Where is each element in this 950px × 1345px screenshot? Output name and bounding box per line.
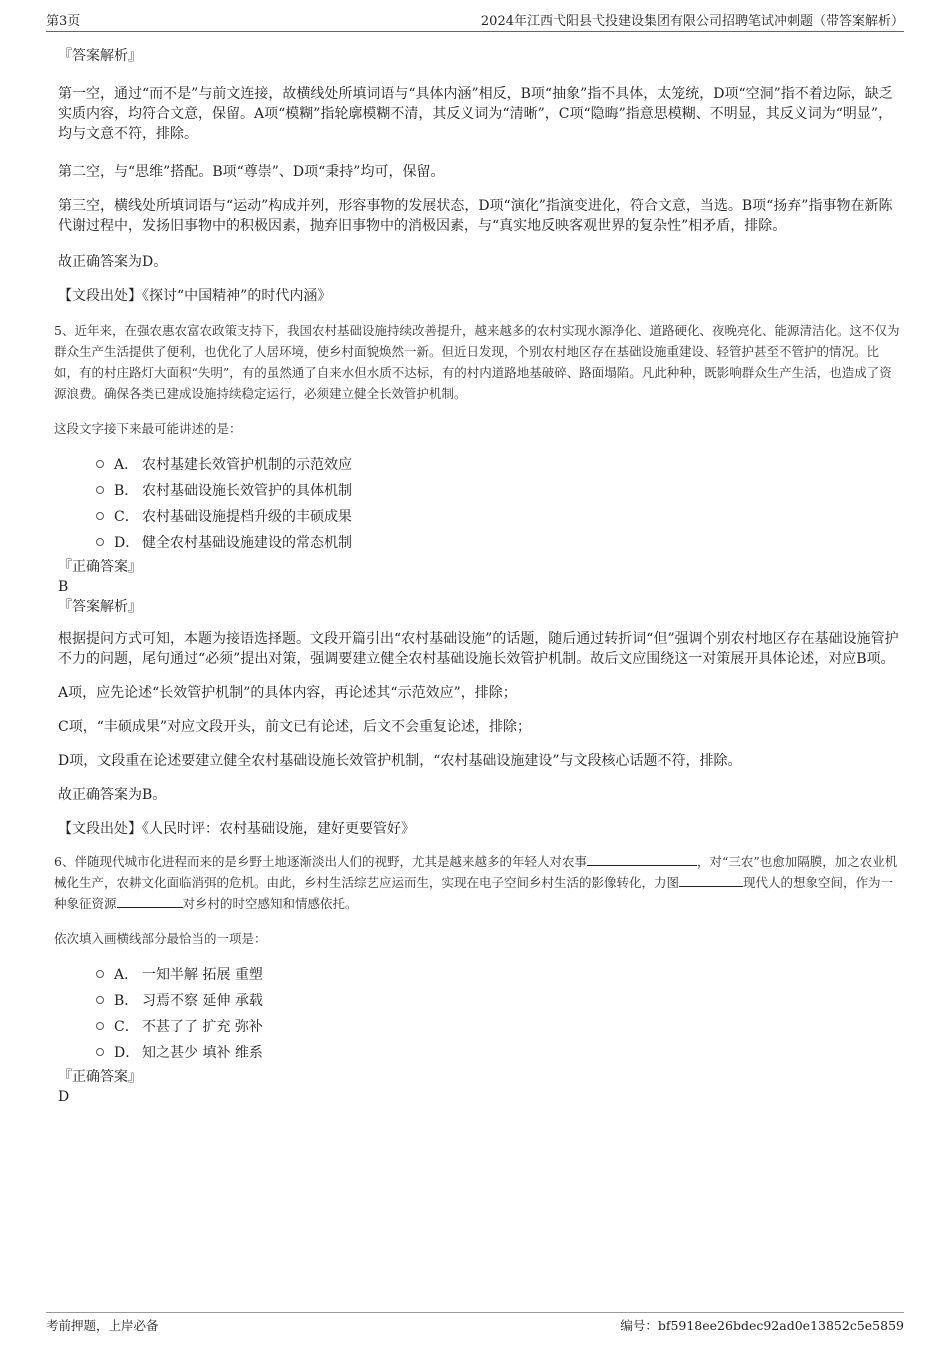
radio-icon[interactable] [96, 970, 104, 978]
conclusion: 故正确答案为B。 [58, 787, 167, 803]
analysis-paragraph: 根据提问方式可知，本题为接语选择题。文段开篇引出“农村基础设施”的话题，随后通过转折词“但”强调个别农村地区存在基础设施管护不力的问题，尾句通过“必须”提出对策，强调要建立健全农村基础设施长效管护机制。故后文应围绕这一对策展开具体论述，对应B项。 [58, 631, 899, 667]
option-c[interactable]: C． 农村基础设施提档升级的丰硕成果 [58, 503, 900, 529]
fill-blank [679, 872, 743, 887]
analysis-label: 『答案解析』 [58, 599, 142, 615]
option-b[interactable]: B． 农村基础设施长效管护的具体机制 [58, 477, 900, 503]
answer-label: 『正确答案』 [58, 559, 142, 575]
document-title: 2024年江西弋阳县弋投建设集团有限公司招聘笔试冲刺题（带答案解析） [480, 14, 904, 29]
options-list [58, 961, 900, 1065]
radio-icon[interactable] [96, 460, 104, 468]
page-footer [46, 1312, 904, 1334]
option-b[interactable]: B． 习焉不察 延伸 承载 [58, 987, 900, 1013]
radio-icon[interactable] [96, 486, 104, 494]
question-prompt: 这段文字接下来最可能讲述的是： [54, 421, 242, 436]
answer-value: B [58, 579, 69, 595]
fill-blank [117, 893, 183, 908]
radio-icon[interactable] [96, 1048, 104, 1056]
radio-icon[interactable] [96, 538, 104, 546]
options-list [58, 451, 900, 555]
option-a[interactable]: A． 农村基建长效管护机制的示范效应 [58, 451, 900, 477]
question-prompt: 依次填入画横线部分最恰当的一项是： [54, 931, 267, 946]
question-stem: 5、近年来，在强农惠农富农政策支持下，我国农村基础设施持续改善提升，越来越多的农村实现水源净化、道路硬化、夜晚亮化、能源清洁化。这不仅为群众生产生活提供了便利，也优化了人居环境，使乡村面貌焕然一新。但近日发现，个别农村地区存在基础设施重建设、轻管护甚至不管护的情况。比如，有的村庄路灯大面积“失明”，有的虽然通了自来水但水质不达标，有的村内道路地基破碎、路面塌陷。凡此种种，既影响群众生产生活，也造成了资源浪费。确保各类已建成设施持续稳定运行，必须建立健全长效管护机制。 [54, 323, 900, 401]
answer-label: 『正确答案』 [58, 1069, 142, 1085]
source: 【文段出处】《人民时评：农村基础设施，建好更要管好》 [58, 821, 415, 837]
analysis-paragraph: 第二空，与“思维”搭配。B项“尊崇”、D项“秉持”均可，保留。 [58, 164, 445, 180]
analysis-label: 『答案解析』 [58, 48, 142, 64]
page-content [54, 44, 900, 1107]
option-d[interactable]: D． 知之甚少 填补 维系 [58, 1039, 900, 1065]
question-stem: 6、伴随现代城市化进程而来的是乡野土地逐渐淡出人们的视野，尤其是越来越多的年轻人对农事 ，对“三农”也愈加隔膜，加之农业机械化生产，农耕文化面临消弭的危机。由此，乡村生活综艺应运而生，实现在电子空间乡村生活的影像转化，力图 现代人的想象空间，作为一种象征资源 对乡村的时空感知和情感依托。 [54, 851, 900, 914]
analysis-paragraph: 第三空，横线处所填词语与“运动”构成并列，形容事物的发展状态，D项“演化”指演变进化，符合文意，当选。B项“扬弃”指事物在新陈代谢过程中，发扬旧事物中的积极因素，抛弃旧事物中的消极因素，与“真实地反映客观世界的复杂性”相矛盾，排除。 [58, 198, 893, 234]
analysis-paragraph: 第一空，通过“而不是”与前文连接，故横线处所填词语与“具体内涵”相反，B项“抽象”指不具体，太笼统，D项“空洞”指不着边际，缺乏实质内容，均符合文意，保留。A项“模糊”指轮廓模糊不清，其反义词为“清晰”，C项“隐晦”指意思模糊、不明显，其反义词为“明显”，均与文意不符，排除。 [58, 86, 893, 142]
source: 【文段出处】《探讨“中国精神”的时代内涵》 [58, 288, 332, 304]
footer-slogan: 考前押题，上岸必备 [46, 1318, 159, 1333]
page-number: 第3页 [46, 14, 81, 29]
radio-icon[interactable] [96, 996, 104, 1004]
analysis-paragraph: A项，应先论述“长效管护机制”的具体内容，再论述其“示范效应”，排除； [58, 685, 517, 701]
option-a[interactable]: A． 一知半解 拓展 重塑 [58, 961, 900, 987]
option-d[interactable]: D． 健全农村基础设施建设的常态机制 [58, 529, 900, 555]
fill-blank [587, 851, 697, 866]
radio-icon[interactable] [96, 512, 104, 520]
option-c[interactable]: C． 不甚了了 扩充 弥补 [58, 1013, 900, 1039]
answer-value: D [58, 1089, 70, 1105]
conclusion: 故正确答案为D。 [58, 254, 168, 270]
analysis-paragraph: C项，“丰硕成果”对应文段开头，前文已有论述，后文不会重复论述，排除； [58, 719, 532, 735]
page-header [46, 0, 904, 32]
radio-icon[interactable] [96, 1022, 104, 1030]
analysis-paragraph: D项，文段重在论述要建立健全农村基础设施长效管护机制，“农村基础设施建设”与文段核心话题不符，排除。 [58, 753, 742, 769]
document-id: 编号：bf5918ee26bdec92ad0e13852c5e5859 [620, 1318, 904, 1333]
